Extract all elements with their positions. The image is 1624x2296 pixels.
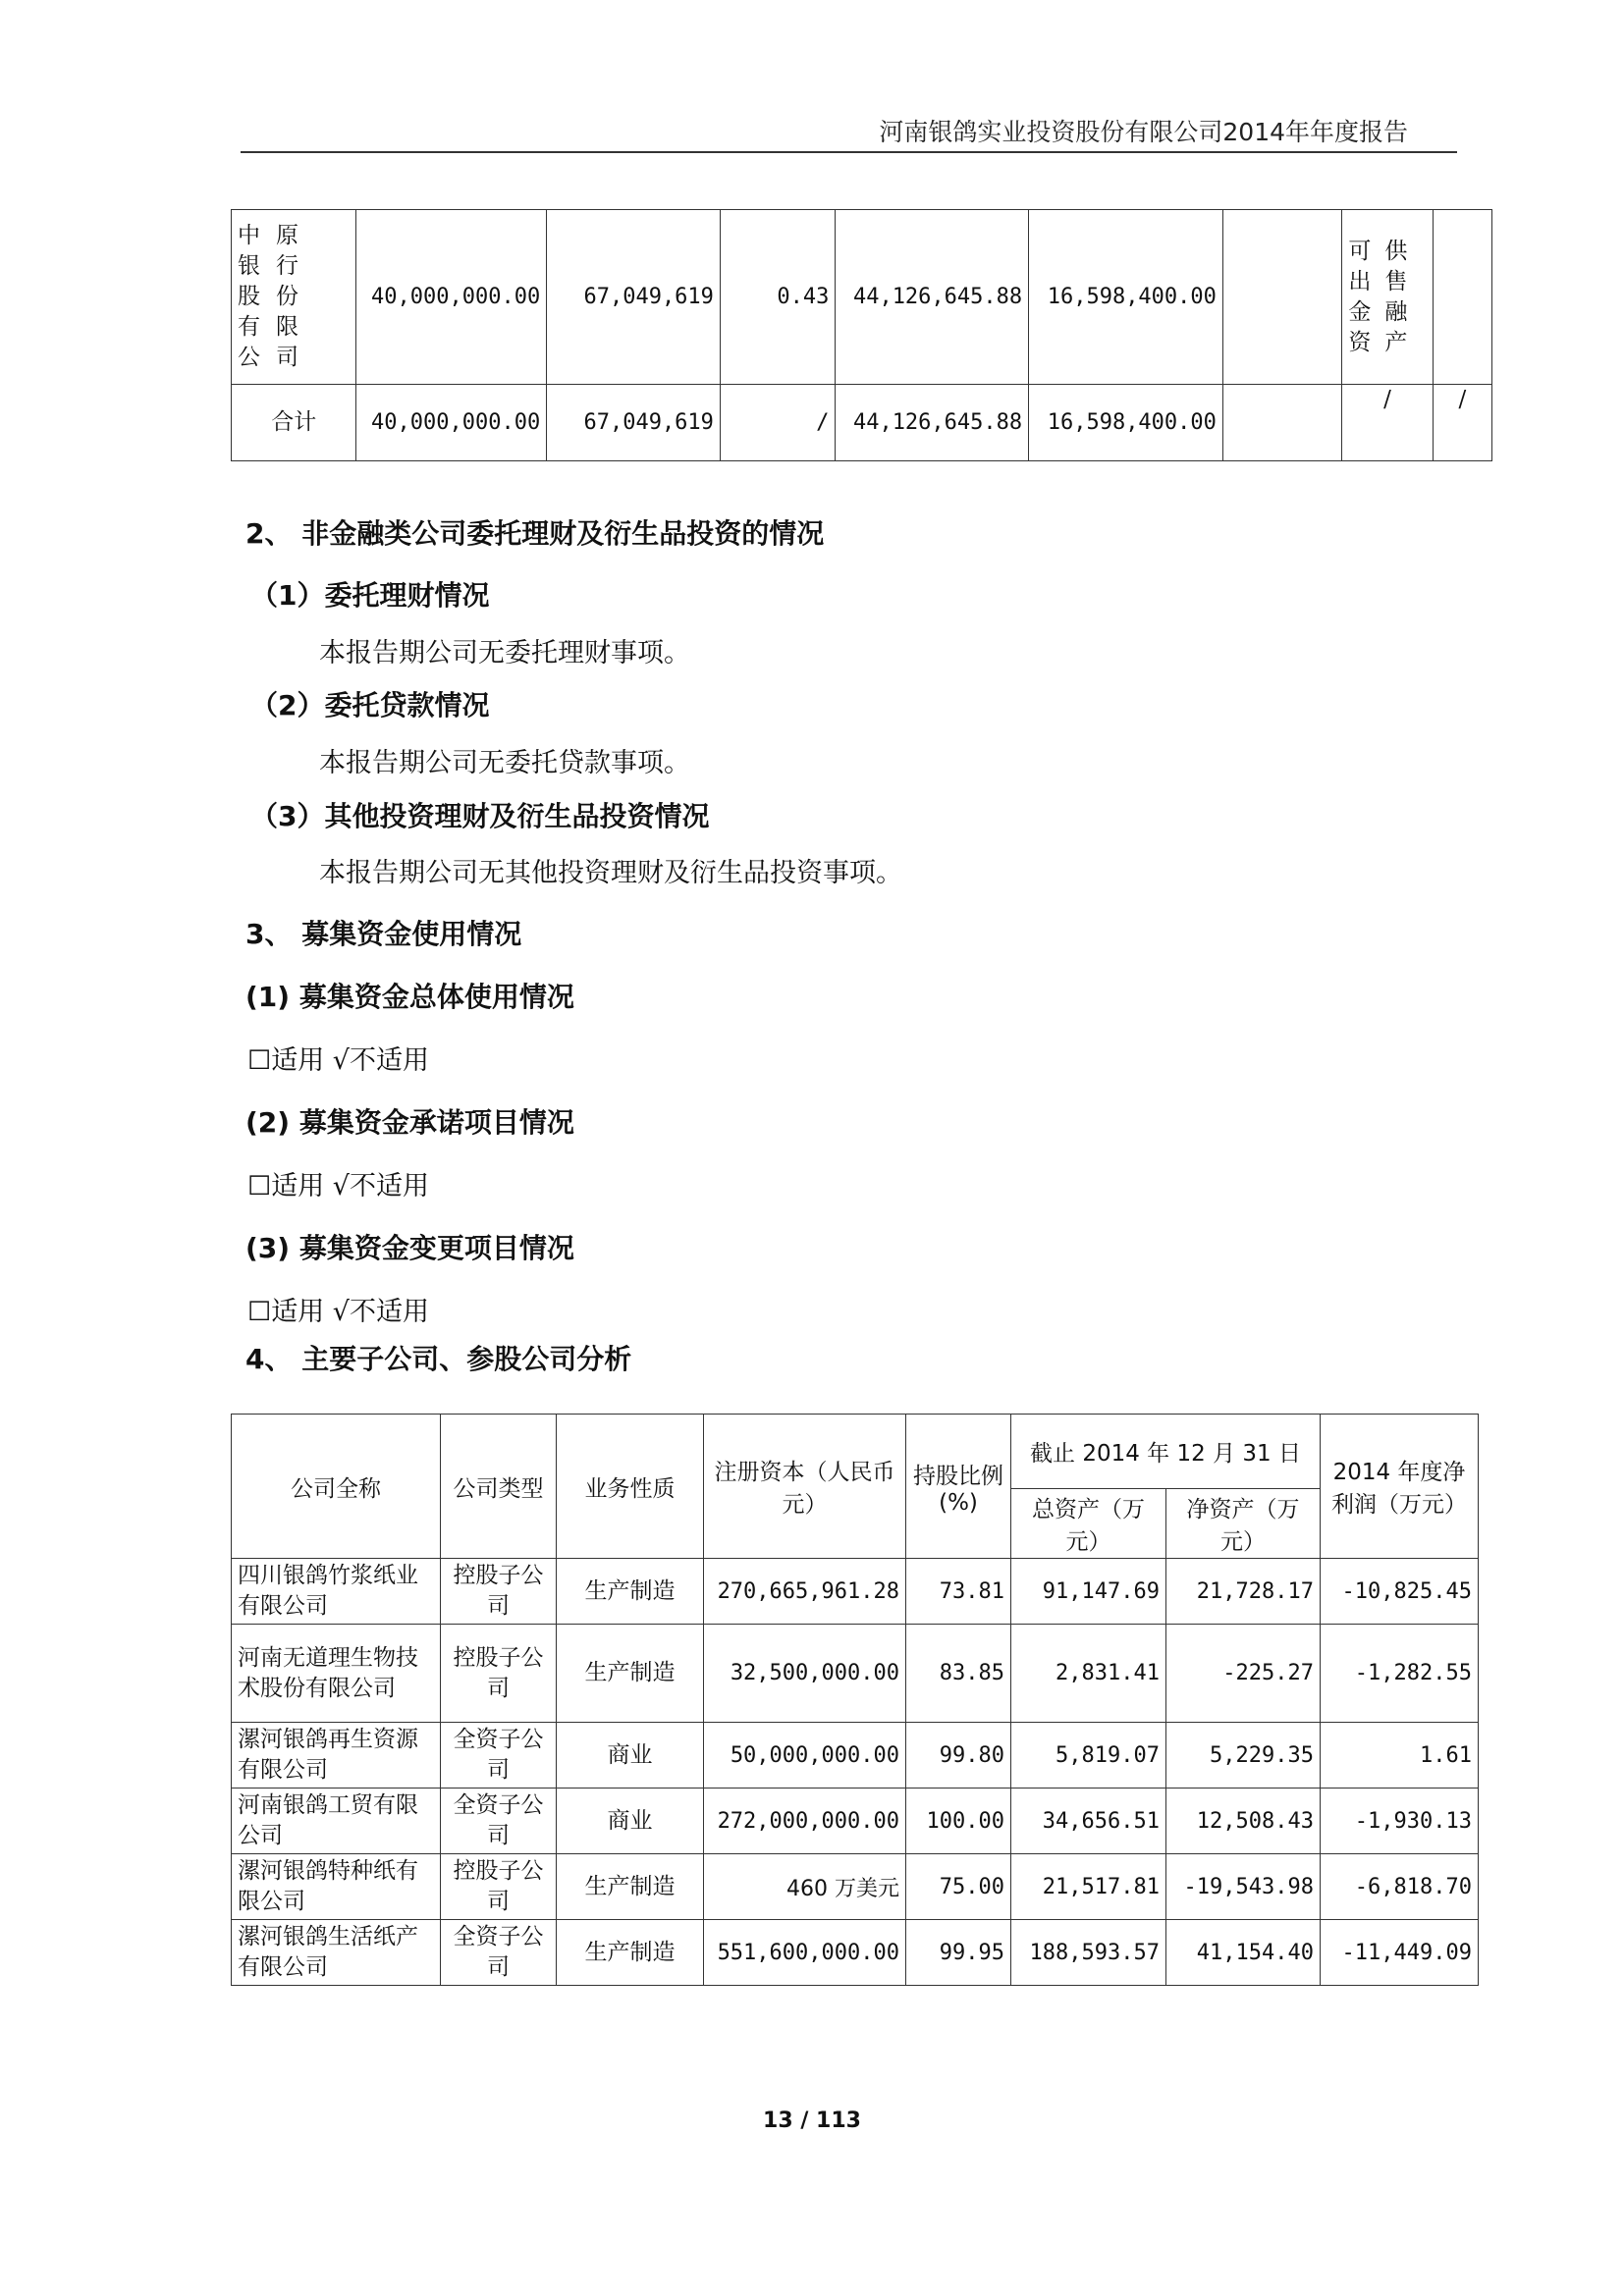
end-value-cell: 44,126,645.88 [836,385,1029,461]
section-2-3-text: 本报告期公司无其他投资理财及衍生品投资事项。 [319,858,902,888]
section-2-1-heading: （1）委托理财情况 [250,579,490,612]
profit-cell: -6,818.70 [1321,1854,1479,1920]
net-assets-cell: 12,508.43 [1166,1789,1321,1854]
gain-cell: 16,598,400.00 [1029,210,1223,385]
capital-cell: 460 万美元 [704,1854,906,1920]
table-row [232,385,1492,461]
ratio-cell: 83.85 [906,1625,1011,1723]
report-header-title: 河南银鸽实业投资股份有限公司2014年年度报告 [879,118,1408,146]
section-2-2-heading: （2）委托贷款情况 [250,689,490,721]
business-cell: 商业 [557,1723,704,1789]
business-cell: 生产制造 [557,1559,704,1625]
profit-cell: -10,825.45 [1321,1559,1479,1625]
business-cell: 生产制造 [557,1625,704,1723]
header-net-profit: 2014 年度净利润（万元） [1321,1415,1479,1559]
table-row [232,1559,1479,1625]
company-type-cell: 控股子公司 [441,1559,557,1625]
company-type-cell: 控股子公司 [441,1625,557,1723]
section-3-3-checkbox: ☐适用 √不适用 [247,1297,429,1327]
section-3-1-heading: (1) 募集资金总体使用情况 [245,981,574,1013]
ratio-cell: 99.95 [906,1920,1011,1986]
gain-cell: 16,598,400.00 [1029,385,1223,461]
shares-cell: 67,049,619 [547,210,721,385]
business-cell: 生产制造 [557,1920,704,1986]
header-date-group: 截止 2014 年 12 月 31 日 [1011,1415,1321,1489]
company-name-cell: 中原银行股份有限公司 [232,210,356,385]
capital-cell: 551,600,000.00 [704,1920,906,1986]
company-name-cell: 漯河银鸽生活纸产有限公司 [232,1920,441,1986]
header-net-assets: 净资产（万元） [1166,1489,1321,1559]
total-label-cell: 合计 [232,385,356,461]
securities-investment-table [231,209,1492,461]
section-2-3-heading: （3）其他投资理财及衍生品投资情况 [250,800,710,832]
header-registered-capital: 注册资本（人民币元） [704,1415,906,1559]
ratio-cell: / [720,385,835,461]
ratio-cell: 100.00 [906,1789,1011,1854]
company-name-cell: 河南无道理生物技术股份有限公司 [232,1625,441,1723]
table-row [232,1625,1479,1723]
header-business-nature: 业务性质 [557,1415,704,1559]
section-3-1-checkbox: ☐适用 √不适用 [247,1045,429,1076]
header-rule [241,151,1457,153]
section-2-1-text: 本报告期公司无委托理财事项。 [319,638,690,668]
net-assets-cell: -19,543.98 [1166,1854,1321,1920]
company-type-cell: 全资子公司 [441,1789,557,1854]
section-3-2-heading: (2) 募集资金承诺项目情况 [245,1106,574,1139]
section-2-2-text: 本报告期公司无委托贷款事项。 [319,748,690,778]
table-row [232,1920,1479,1986]
assets-cell: 91,147.69 [1011,1559,1166,1625]
ratio-cell: 73.81 [906,1559,1011,1625]
assets-cell: 2,831.41 [1011,1625,1166,1723]
net-assets-cell: 21,728.17 [1166,1559,1321,1625]
shares-cell: 67,049,619 [547,385,721,461]
business-cell: 商业 [557,1789,704,1854]
net-assets-cell: 5,229.35 [1166,1723,1321,1789]
capital-cell: 50,000,000.00 [704,1723,906,1789]
header-company-name: 公司全称 [232,1415,441,1559]
table-row [232,1789,1479,1854]
empty-cell [1222,210,1341,385]
ratio-cell: 0.43 [720,210,835,385]
profit-cell: -1,930.13 [1321,1789,1479,1854]
cost-cell: 40,000,000.00 [356,385,547,461]
profit-cell: 1.61 [1321,1723,1479,1789]
company-type-cell: 控股子公司 [441,1854,557,1920]
profit-cell: -11,449.09 [1321,1920,1479,1986]
assets-cell: 21,517.81 [1011,1854,1166,1920]
subsidiaries-table [231,1414,1479,1986]
assets-cell: 5,819.07 [1011,1723,1166,1789]
section-3-2-checkbox: ☐适用 √不适用 [247,1171,429,1201]
slash-cell: / [1433,385,1491,461]
section-2-heading: 2、 非金融类公司委托理财及衍生品投资的情况 [245,517,825,550]
business-cell: 生产制造 [557,1854,704,1920]
section-3-heading: 3、 募集资金使用情况 [245,918,522,950]
capital-cell: 32,500,000.00 [704,1625,906,1723]
company-name-cell: 四川银鸽竹浆纸业有限公司 [232,1559,441,1625]
table-row [232,1723,1479,1789]
header-company-type: 公司类型 [441,1415,557,1559]
capital-cell: 272,000,000.00 [704,1789,906,1854]
company-name-cell: 漯河银鸽特种纸有限公司 [232,1854,441,1920]
company-type-cell: 全资子公司 [441,1920,557,1986]
table-row [232,1854,1479,1920]
assets-cell: 34,656.51 [1011,1789,1166,1854]
assets-cell: 188,593.57 [1011,1920,1166,1986]
end-value-cell: 44,126,645.88 [836,210,1029,385]
company-name-cell: 漯河银鸽再生资源有限公司 [232,1723,441,1789]
capital-cell: 270,665,961.28 [704,1559,906,1625]
account-cell: 可供出售金融资产 [1342,210,1433,385]
empty-cell [1222,385,1341,461]
cost-cell: 40,000,000.00 [356,210,547,385]
header-holding-ratio: 持股比例(%) [906,1415,1011,1559]
company-name-cell: 河南银鸽工贸有限公司 [232,1789,441,1854]
ratio-cell: 99.80 [906,1723,1011,1789]
account-cell: / [1342,385,1433,461]
profit-cell: -1,282.55 [1321,1625,1479,1723]
table-header-row [232,1415,1479,1489]
section-4-heading: 4、 主要子公司、参股公司分析 [245,1343,632,1375]
company-type-cell: 全资子公司 [441,1723,557,1789]
header-total-assets: 总资产（万元） [1011,1489,1166,1559]
net-assets-cell: 41,154.40 [1166,1920,1321,1986]
section-3-3-heading: (3) 募集资金变更项目情况 [245,1232,574,1264]
page-number: 13 / 113 [763,2109,861,2133]
empty-cell [1433,210,1491,385]
ratio-cell: 75.00 [906,1854,1011,1920]
table-row [232,210,1492,385]
net-assets-cell: -225.27 [1166,1625,1321,1723]
